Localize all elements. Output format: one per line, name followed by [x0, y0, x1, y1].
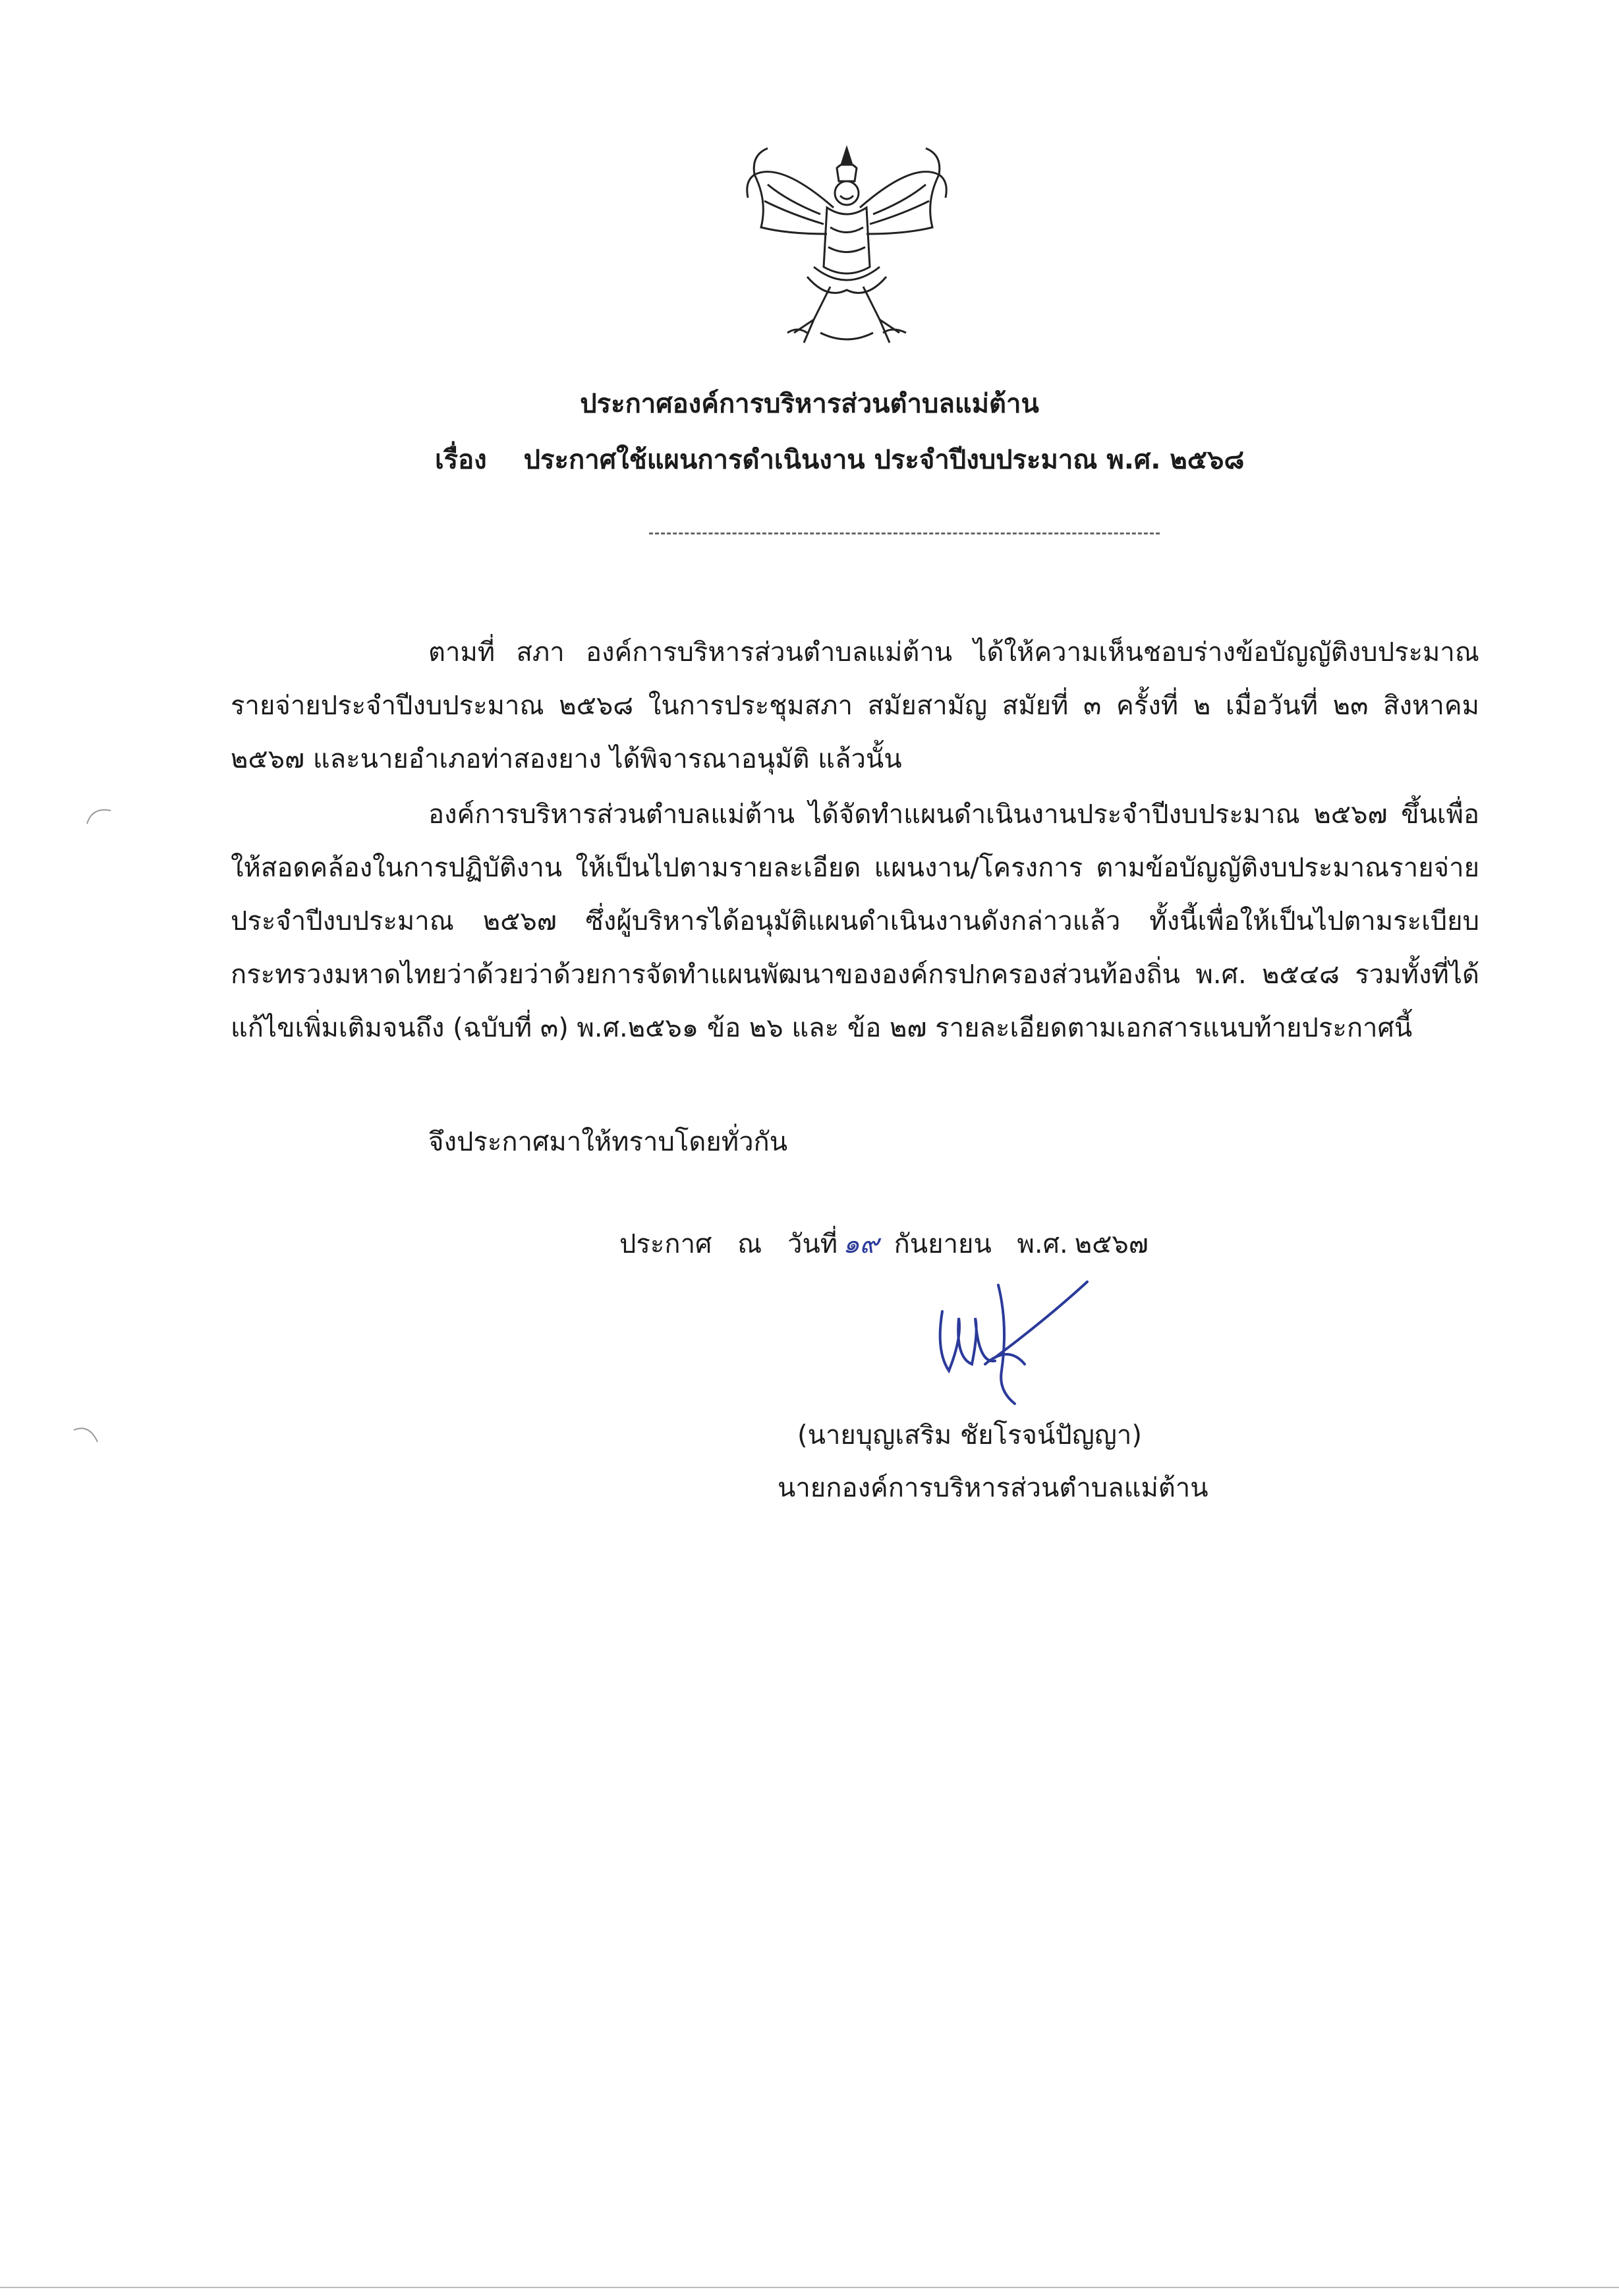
signer-name: (นายบุญเสริม ชัยโรจน์ปัญญา)	[797, 1420, 1142, 1450]
closing-statement: จึงประกาศมาให้ทราบโดยทั่วกัน	[428, 1127, 788, 1157]
at-label: ณ	[737, 1229, 762, 1259]
punch-hole-mark	[86, 805, 112, 825]
divider	[649, 532, 1160, 534]
garuda-emblem-icon	[741, 135, 952, 353]
subject-label: เรื่อง	[435, 445, 487, 475]
page-edge	[0, 2287, 1619, 2288]
month-value: กันยายน	[894, 1229, 992, 1259]
subject-text: ประกาศใช้แผนการดำเนินงาน ประจำปีงบประมาณ พ.ศ. ๒๕๖๘	[523, 445, 1245, 475]
day-label: วันที่	[787, 1229, 838, 1259]
punch-hole-mark	[72, 1423, 99, 1443]
handwritten-signature	[916, 1272, 1114, 1410]
day-value: ๑๙	[843, 1229, 879, 1259]
paragraph-1-text: ตามที่ สภา องค์การบริหารส่วนตำบลแม่ต้าน ได้ให้ความเห็นชอบร่างข้อบัญญัติงบประมาณรายจ่ายประจำปีงบประมาณ ๒๕๖๘ ในการประชุมสภา สมัยสามัญ สมัยที่ ๓ ครั้งที่ ๒ เมื่อวันที่ ๒๓ สิงหาคม ๒๕๖๗ และนายอำเภอท่าสองยาง ได้พิจารณาอนุมัติ แล้วนั้น	[231, 637, 1479, 774]
subject-line	[435, 438, 1244, 480]
paragraph-2	[231, 788, 1479, 1055]
announce-label: ประกาศ	[619, 1229, 712, 1259]
announcement-date	[619, 1222, 1166, 1265]
paragraph-2-text: องค์การบริหารส่วนตำบลแม่ต้าน ได้จัดทำแผนดำเนินงานประจำปีงบประมาณ ๒๕๖๗ ขึ้นเพื่อให้สอดคล้องในการปฏิบัติงาน ให้เป็นไปตามรายละเอียด แผนงาน/โครงการ ตามข้อบัญญัติงบประมาณรายจ่ายประจำปีงบประมาณ ๒๕๖๗ ซึ่งผู้บริหารได้อนุมัติแผนดำเนินงานดังกล่าวแล้ว ทั้งนี้เพื่อให้เป็นไปตามระเบียบกระทรวงมหาดไทยว่าด้วยว่าด้วยการจัดทำแผนพัฒนาขององค์กรปกครองส่วนท้องถิ่น พ.ศ. ๒๕๔๘ รวมทั้งที่ได้แก้ไขเพิ่มเติมจนถึง (ฉบับที่ ๓) พ.ศ.๒๕๖๑ ข้อ ๒๖ และ ข้อ ๒๗ รายละเอียดตามเอกสารแนบท้ายประกาศนี้	[231, 799, 1479, 1043]
year-label: พ.ศ.	[1017, 1229, 1068, 1259]
year-value: ๒๕๖๗	[1074, 1229, 1149, 1259]
signer-position: นายกองค์การบริหารส่วนตำบลแม่ต้าน	[778, 1473, 1208, 1503]
document-title: ประกาศองค์การบริหารส่วนตำบลแม่ต้าน	[580, 389, 1039, 419]
paragraph-1	[231, 626, 1479, 786]
